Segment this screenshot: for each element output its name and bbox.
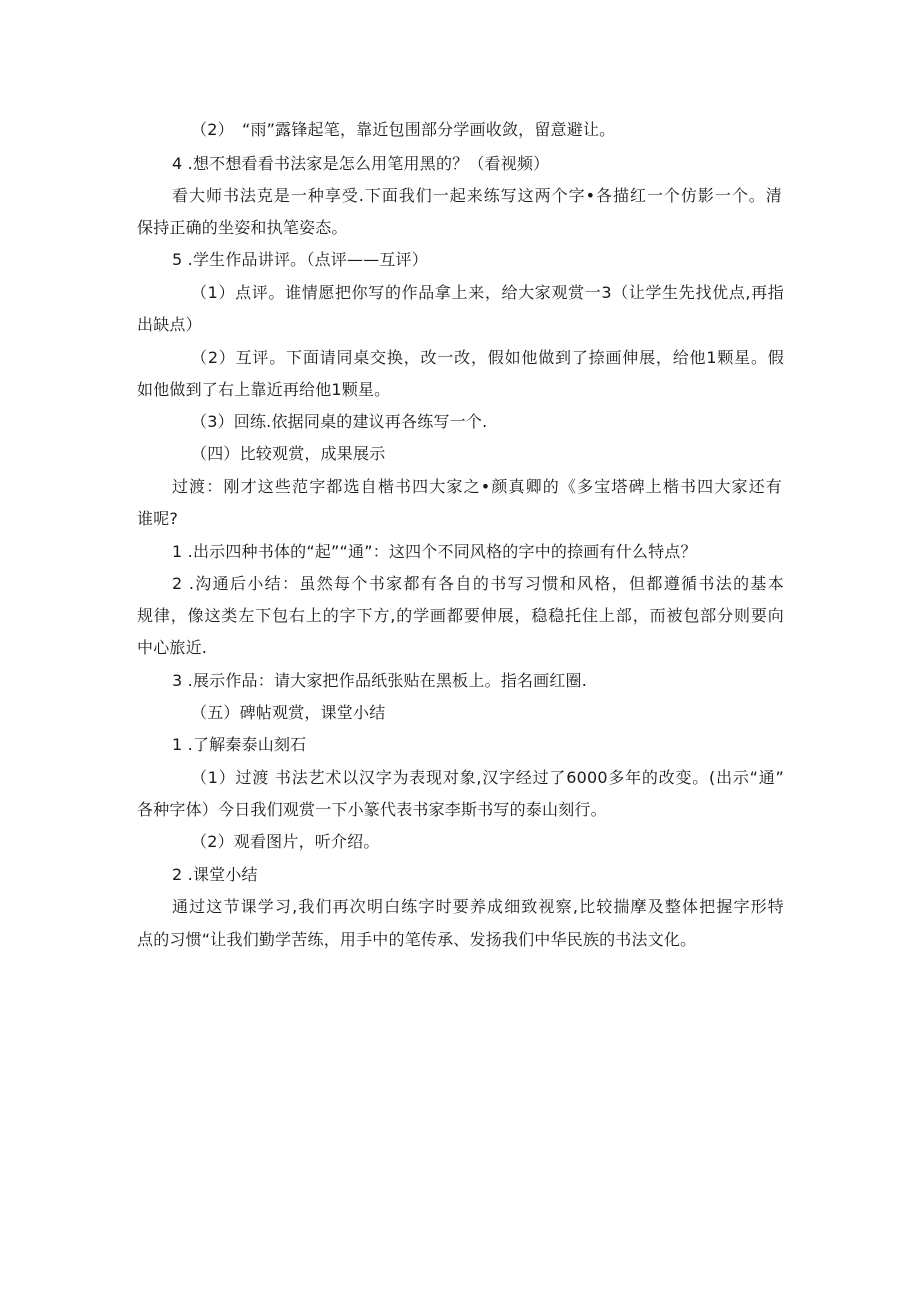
text-line: 各种字体）今日我们观赏一下小篆代表书家李斯书写的泰山刻行。 [137,800,607,819]
text-line: 中心旅近. [137,638,208,657]
text-line: 4 .想不想看看书法家是怎么用笔用黑的？（看视频） [172,154,550,173]
text-line: 看大师书法克是一种享受.下面我们一起来练写这两个字•各描红一个仿影一个。清 [172,186,782,205]
text-line: 1 .了解秦泰山刻石 [172,735,307,754]
text-line: （3）回练.依据同桌的建议再各练写一个. [191,412,488,431]
text-line: 谁呢? [137,509,179,528]
text-line: （1）过渡 书法艺术以汉字为表现对象,汉字经过了6000多年的改变。(出示“通” [191,768,784,787]
text-line: 2 .沟通后小结：虽然每个书家都有各自的书写习惯和风格，但都遵循书法的基本 [172,574,784,593]
text-line: 5 .学生作品讲评。（点评——互评） [172,250,428,269]
text-line: 过渡：刚才这些范字都选自楷书四大家之•颜真卿的《多宝塔碑上楷书四大家还有 [172,477,782,496]
text-line: （2） “雨”露锋起笔，靠近包围部分学画收敛，留意避让。 [191,120,616,139]
text-line: 通过这节课学习,我们再次明白练字时要养成细致视察,比较揣摩及整体把握字形特 [172,897,784,916]
section-heading: （五）碑帖观赏，课堂小结 [191,703,386,722]
text-line: （2）观看图片，听介绍。 [191,832,380,851]
section-heading: （四）比较观赏，成果展示 [191,444,386,463]
text-line: （1）点评。谁情愿把你写的作品拿上来，给大家观赏一3（让学生先找优点,再指 [191,283,784,302]
text-line: 2 .课堂小结 [172,865,258,884]
text-line: 1 .出示四种书体的“起”“通”：这四个不同风格的字中的捺画有什么特点？ [172,542,697,561]
text-line: 规律，像这类左下包右上的字下方,的学画都要伸展，稳稳托住上部，而被包部分则要向 [137,606,784,625]
text-line: 3 .展示作品：请大家把作品纸张贴在黑板上。指名画红圈. [172,671,588,690]
text-line: 如他做到了右上靠近再给他1颗星。 [137,380,391,399]
text-line: （2）互评。下面请同桌交换，改一改，假如他做到了捺画伸展，给他1颗星。假 [191,348,784,367]
text-line: 点的习惯“让我们勤学苦练，用手中的笔传承、发扬我们中华民族的书法文化。 [137,930,697,949]
text-line: 保持正确的坐姿和执笔姿态。 [137,218,348,237]
text-line: 出缺点） [137,315,202,334]
